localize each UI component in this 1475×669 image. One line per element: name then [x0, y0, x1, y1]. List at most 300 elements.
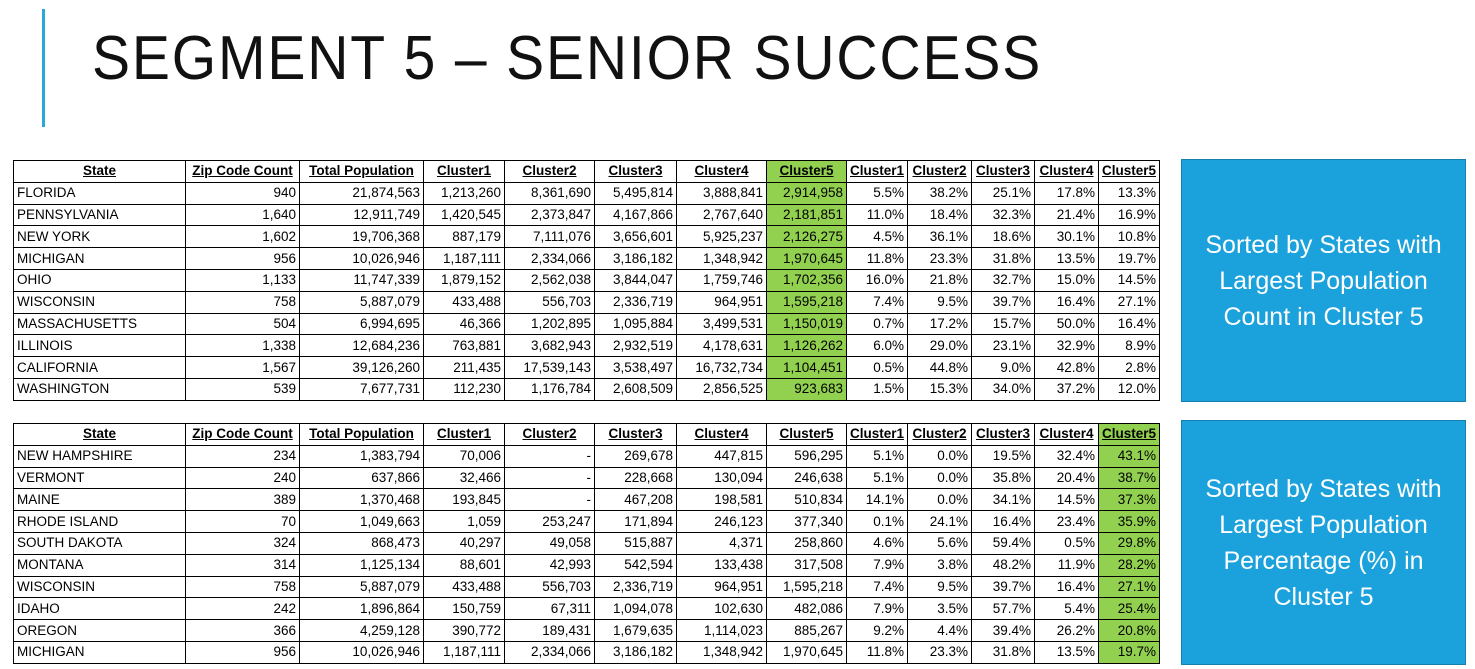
value-cell: 1,095,884	[595, 313, 677, 335]
value-cell: 43.1%	[1099, 445, 1160, 467]
value-cell: 1,133	[186, 269, 300, 291]
value-cell: 2,334,066	[505, 641, 595, 663]
value-cell: 10.8%	[1099, 226, 1160, 248]
table-row	[14, 576, 1160, 598]
value-cell: 17.8%	[1035, 182, 1099, 204]
value-cell: 1,094,078	[595, 598, 677, 620]
value-cell: 37.2%	[1035, 378, 1099, 400]
value-cell: 11.8%	[847, 248, 908, 270]
column-header: Total Population	[300, 161, 424, 183]
value-cell: 317,508	[767, 554, 847, 576]
value-cell: 31.8%	[972, 641, 1035, 663]
slide-title: SEGMENT 5 – SENIOR SUCCESS	[92, 24, 1043, 93]
value-cell: 366	[186, 620, 300, 642]
value-cell: 433,488	[424, 291, 505, 313]
value-cell: 964,951	[677, 576, 767, 598]
value-cell: 1,150,019	[767, 313, 847, 335]
value-cell: 1,879,152	[424, 269, 505, 291]
value-cell: 130,094	[677, 467, 767, 489]
value-cell: 5.1%	[847, 445, 908, 467]
column-header: Cluster1	[424, 161, 505, 183]
column-header: Cluster2	[505, 161, 595, 183]
value-cell: 324	[186, 532, 300, 554]
value-cell: 1.5%	[847, 378, 908, 400]
value-cell: 16,732,734	[677, 357, 767, 379]
value-cell: 1,202,895	[505, 313, 595, 335]
title-accent-bar	[42, 9, 45, 127]
header-row	[14, 424, 1160, 446]
value-cell: 23.3%	[908, 248, 972, 270]
value-cell: 3,186,182	[595, 641, 677, 663]
value-cell: 2,932,519	[595, 335, 677, 357]
value-cell: 8,361,690	[505, 182, 595, 204]
value-cell: 18.6%	[972, 226, 1035, 248]
value-cell: 32.7%	[972, 269, 1035, 291]
value-cell: 1,602	[186, 226, 300, 248]
value-cell: 39.7%	[972, 576, 1035, 598]
value-cell: 36.1%	[908, 226, 972, 248]
value-cell: 2.8%	[1099, 357, 1160, 379]
value-cell: 1,595,218	[767, 576, 847, 598]
value-cell: 314	[186, 554, 300, 576]
value-cell: 21.8%	[908, 269, 972, 291]
value-cell: 1,213,260	[424, 182, 505, 204]
table-row	[14, 204, 1160, 226]
value-cell: 14.5%	[1099, 269, 1160, 291]
value-cell: 34.0%	[972, 378, 1035, 400]
value-cell: 2,914,958	[767, 182, 847, 204]
value-cell: 25.4%	[1099, 598, 1160, 620]
value-cell: 11.9%	[1035, 554, 1099, 576]
value-cell: 5.5%	[847, 182, 908, 204]
state-cell: SOUTH DAKOTA	[14, 532, 186, 554]
column-header: Total Population	[300, 424, 424, 446]
value-cell: 763,881	[424, 335, 505, 357]
value-cell: 3,888,841	[677, 182, 767, 204]
value-cell: 3,844,047	[595, 269, 677, 291]
value-cell: 46,366	[424, 313, 505, 335]
value-cell: 258,860	[767, 532, 847, 554]
state-cell: VERMONT	[14, 467, 186, 489]
value-cell: 9.2%	[847, 620, 908, 642]
value-cell: 1,126,262	[767, 335, 847, 357]
value-cell: 2,373,847	[505, 204, 595, 226]
value-cell: 23.3%	[908, 641, 972, 663]
state-cell: NEW HAMPSHIRE	[14, 445, 186, 467]
value-cell: 2,562,038	[505, 269, 595, 291]
value-cell: 31.8%	[972, 248, 1035, 270]
value-cell: 16.9%	[1099, 204, 1160, 226]
value-cell: 26.2%	[1035, 620, 1099, 642]
table-row	[14, 467, 1160, 489]
value-cell: 377,340	[767, 511, 847, 533]
value-cell: 556,703	[505, 291, 595, 313]
value-cell: 23.1%	[972, 335, 1035, 357]
value-cell: 16.4%	[1035, 576, 1099, 598]
value-cell: 1,640	[186, 204, 300, 226]
value-cell: 9.5%	[908, 576, 972, 598]
value-cell: 25.1%	[972, 182, 1035, 204]
state-cell: WISCONSIN	[14, 291, 186, 313]
table-row	[14, 489, 1160, 511]
value-cell: 885,267	[767, 620, 847, 642]
value-cell: 29.8%	[1099, 532, 1160, 554]
state-cell: WASHINGTON	[14, 378, 186, 400]
column-header: Cluster5	[767, 424, 847, 446]
column-header: Cluster3	[595, 161, 677, 183]
value-cell: 11,747,339	[300, 269, 424, 291]
value-cell: 37.3%	[1099, 489, 1160, 511]
value-cell: 38.7%	[1099, 467, 1160, 489]
value-cell: 16.4%	[972, 511, 1035, 533]
state-cell: PENNSYLVANIA	[14, 204, 186, 226]
value-cell: 5,495,814	[595, 182, 677, 204]
column-header: Cluster5	[767, 161, 847, 183]
value-cell: 2,181,851	[767, 204, 847, 226]
value-cell: 5,887,079	[300, 291, 424, 313]
column-header: Cluster5	[1099, 424, 1160, 446]
value-cell: 758	[186, 576, 300, 598]
value-cell: 16.0%	[847, 269, 908, 291]
table-row	[14, 226, 1160, 248]
column-header: Zip Code Count	[186, 161, 300, 183]
table-row	[14, 291, 1160, 313]
value-cell: 48.2%	[972, 554, 1035, 576]
value-cell: 4,167,866	[595, 204, 677, 226]
value-cell: 13.5%	[1035, 248, 1099, 270]
value-cell: -	[505, 489, 595, 511]
value-cell: 20.4%	[1035, 467, 1099, 489]
column-header: Zip Code Count	[186, 424, 300, 446]
value-cell: 5.6%	[908, 532, 972, 554]
value-cell: 2,767,640	[677, 204, 767, 226]
value-cell: 253,247	[505, 511, 595, 533]
column-header: Cluster3	[972, 161, 1035, 183]
value-cell: 12.0%	[1099, 378, 1160, 400]
value-cell: 9.5%	[908, 291, 972, 313]
value-cell: 1,338	[186, 335, 300, 357]
value-cell: 12,911,749	[300, 204, 424, 226]
value-cell: 6,994,695	[300, 313, 424, 335]
value-cell: 70,006	[424, 445, 505, 467]
value-cell: 6.0%	[847, 335, 908, 357]
value-cell: 14.5%	[1035, 489, 1099, 511]
value-cell: 0.5%	[847, 357, 908, 379]
value-cell: 4.6%	[847, 532, 908, 554]
value-cell: 14.1%	[847, 489, 908, 511]
value-cell: 2,334,066	[505, 248, 595, 270]
value-cell: 1,049,663	[300, 511, 424, 533]
value-cell: 956	[186, 248, 300, 270]
value-cell: 102,630	[677, 598, 767, 620]
value-cell: 133,438	[677, 554, 767, 576]
column-header: Cluster5	[1099, 161, 1160, 183]
value-cell: 198,581	[677, 489, 767, 511]
value-cell: 0.0%	[908, 445, 972, 467]
value-cell: 1,114,023	[677, 620, 767, 642]
table-row	[14, 248, 1160, 270]
value-cell: 13.3%	[1099, 182, 1160, 204]
value-cell: 19.5%	[972, 445, 1035, 467]
value-cell: 32,466	[424, 467, 505, 489]
value-cell: 7.4%	[847, 576, 908, 598]
value-cell: 510,834	[767, 489, 847, 511]
value-cell: 1,176,784	[505, 378, 595, 400]
value-cell: 4,259,128	[300, 620, 424, 642]
value-cell: 70	[186, 511, 300, 533]
value-cell: 34.1%	[972, 489, 1035, 511]
value-cell: 433,488	[424, 576, 505, 598]
value-cell: 7.9%	[847, 554, 908, 576]
value-cell: -	[505, 445, 595, 467]
value-cell: 1,702,356	[767, 269, 847, 291]
table-row	[14, 445, 1160, 467]
column-header: Cluster1	[847, 161, 908, 183]
table-row	[14, 378, 1160, 400]
value-cell: 44.8%	[908, 357, 972, 379]
table-row	[14, 357, 1160, 379]
value-cell: 242	[186, 598, 300, 620]
value-cell: 2,856,525	[677, 378, 767, 400]
value-cell: 940	[186, 182, 300, 204]
value-cell: 5,925,237	[677, 226, 767, 248]
value-cell: 150,759	[424, 598, 505, 620]
value-cell: 19.7%	[1099, 641, 1160, 663]
value-cell: 17.2%	[908, 313, 972, 335]
column-header: Cluster4	[1035, 161, 1099, 183]
value-cell: 1,567	[186, 357, 300, 379]
value-cell: 38.2%	[908, 182, 972, 204]
value-cell: 21,874,563	[300, 182, 424, 204]
value-cell: 7,111,076	[505, 226, 595, 248]
value-cell: 542,594	[595, 554, 677, 576]
value-cell: 18.4%	[908, 204, 972, 226]
value-cell: 0.1%	[847, 511, 908, 533]
value-cell: 2,336,719	[595, 576, 677, 598]
value-cell: 1,348,942	[677, 248, 767, 270]
value-cell: 50.0%	[1035, 313, 1099, 335]
value-cell: 539	[186, 378, 300, 400]
value-cell: 1,187,111	[424, 248, 505, 270]
value-cell: 193,845	[424, 489, 505, 511]
value-cell: 3.5%	[908, 598, 972, 620]
value-cell: 596,295	[767, 445, 847, 467]
value-cell: 39,126,260	[300, 357, 424, 379]
value-cell: 1,104,451	[767, 357, 847, 379]
value-cell: 2,608,509	[595, 378, 677, 400]
column-header: Cluster4	[677, 161, 767, 183]
value-cell: 482,086	[767, 598, 847, 620]
column-header: Cluster4	[1035, 424, 1099, 446]
value-cell: 30.1%	[1035, 226, 1099, 248]
value-cell: 10,026,946	[300, 248, 424, 270]
value-cell: 3.8%	[908, 554, 972, 576]
value-cell: 1,970,645	[767, 248, 847, 270]
value-cell: 40,297	[424, 532, 505, 554]
value-cell: 1,383,794	[300, 445, 424, 467]
column-header: Cluster2	[505, 424, 595, 446]
table-row	[14, 511, 1160, 533]
table-row	[14, 532, 1160, 554]
table-row	[14, 554, 1160, 576]
value-cell: 4,371	[677, 532, 767, 554]
state-cell: WISCONSIN	[14, 576, 186, 598]
value-cell: 8.9%	[1099, 335, 1160, 357]
value-cell: 887,179	[424, 226, 505, 248]
value-cell: 171,894	[595, 511, 677, 533]
table-row	[14, 313, 1160, 335]
value-cell: 467,208	[595, 489, 677, 511]
value-cell: 3,499,531	[677, 313, 767, 335]
value-cell: 1,595,218	[767, 291, 847, 313]
state-cell: OREGON	[14, 620, 186, 642]
value-cell: 956	[186, 641, 300, 663]
state-cell: RHODE ISLAND	[14, 511, 186, 533]
value-cell: 28.2%	[1099, 554, 1160, 576]
state-cell: OHIO	[14, 269, 186, 291]
value-cell: 112,230	[424, 378, 505, 400]
table-row	[14, 641, 1160, 663]
header-row	[14, 161, 1160, 183]
value-cell: 42,993	[505, 554, 595, 576]
state-cell: MONTANA	[14, 554, 186, 576]
value-cell: 32.4%	[1035, 445, 1099, 467]
column-header: State	[14, 161, 186, 183]
value-cell: 17,539,143	[505, 357, 595, 379]
value-cell: 5.1%	[847, 467, 908, 489]
value-cell: 0.0%	[908, 489, 972, 511]
value-cell: 7.4%	[847, 291, 908, 313]
value-cell: 269,678	[595, 445, 677, 467]
sort-note-text: Sorted by States with Largest Population Percentage (%) in Cluster 5	[1205, 474, 1442, 611]
value-cell: 59.4%	[972, 532, 1035, 554]
value-cell: 868,473	[300, 532, 424, 554]
column-header: Cluster4	[677, 424, 767, 446]
value-cell: 234	[186, 445, 300, 467]
value-cell: 4,178,631	[677, 335, 767, 357]
column-header: Cluster1	[847, 424, 908, 446]
state-cell: NEW YORK	[14, 226, 186, 248]
value-cell: 15.0%	[1035, 269, 1099, 291]
value-cell: 0.5%	[1035, 532, 1099, 554]
population-percentage-table	[13, 423, 1160, 664]
value-cell: 1,370,468	[300, 489, 424, 511]
value-cell: 0.7%	[847, 313, 908, 335]
value-cell: 2,126,275	[767, 226, 847, 248]
value-cell: 23.4%	[1035, 511, 1099, 533]
state-cell: CALIFORNIA	[14, 357, 186, 379]
value-cell: 5,887,079	[300, 576, 424, 598]
sort-note-text: Sorted by States with Largest Population Count in Cluster 5	[1205, 230, 1442, 331]
sort-note-count	[1181, 159, 1466, 402]
value-cell: 3,186,182	[595, 248, 677, 270]
value-cell: 390,772	[424, 620, 505, 642]
value-cell: 49,058	[505, 532, 595, 554]
value-cell: 228,668	[595, 467, 677, 489]
state-cell: MICHIGAN	[14, 248, 186, 270]
value-cell: 10,026,946	[300, 641, 424, 663]
value-cell: 211,435	[424, 357, 505, 379]
value-cell: 21.4%	[1035, 204, 1099, 226]
value-cell: 3,656,601	[595, 226, 677, 248]
value-cell: 189,431	[505, 620, 595, 642]
state-cell: IDAHO	[14, 598, 186, 620]
population-count-table	[13, 160, 1160, 401]
value-cell: 1,125,134	[300, 554, 424, 576]
state-cell: MICHIGAN	[14, 641, 186, 663]
value-cell: 0.0%	[908, 467, 972, 489]
value-cell: 24.1%	[908, 511, 972, 533]
value-cell: 246,638	[767, 467, 847, 489]
value-cell: 19,706,368	[300, 226, 424, 248]
value-cell: 7.9%	[847, 598, 908, 620]
value-cell: 1,059	[424, 511, 505, 533]
state-cell: FLORIDA	[14, 182, 186, 204]
value-cell: 7,677,731	[300, 378, 424, 400]
value-cell: 20.8%	[1099, 620, 1160, 642]
value-cell: 556,703	[505, 576, 595, 598]
value-cell: 32.3%	[972, 204, 1035, 226]
value-cell: 515,887	[595, 532, 677, 554]
table-row	[14, 620, 1160, 642]
value-cell: 5.4%	[1035, 598, 1099, 620]
column-header: Cluster3	[595, 424, 677, 446]
value-cell: 758	[186, 291, 300, 313]
table-row	[14, 335, 1160, 357]
value-cell: 240	[186, 467, 300, 489]
value-cell: 19.7%	[1099, 248, 1160, 270]
table-row	[14, 269, 1160, 291]
value-cell: 29.0%	[908, 335, 972, 357]
state-cell: ILLINOIS	[14, 335, 186, 357]
value-cell: 1,420,545	[424, 204, 505, 226]
value-cell: 15.3%	[908, 378, 972, 400]
value-cell: 35.8%	[972, 467, 1035, 489]
value-cell: 4.5%	[847, 226, 908, 248]
value-cell: 1,970,645	[767, 641, 847, 663]
value-cell: 57.7%	[972, 598, 1035, 620]
value-cell: 88,601	[424, 554, 505, 576]
table-row	[14, 182, 1160, 204]
value-cell: 11.8%	[847, 641, 908, 663]
value-cell: 1,759,746	[677, 269, 767, 291]
value-cell: 12,684,236	[300, 335, 424, 357]
value-cell: 16.4%	[1099, 313, 1160, 335]
column-header: Cluster2	[908, 424, 972, 446]
state-cell: MASSACHUSETTS	[14, 313, 186, 335]
value-cell: 389	[186, 489, 300, 511]
value-cell: 2,336,719	[595, 291, 677, 313]
value-cell: 16.4%	[1035, 291, 1099, 313]
value-cell: 1,348,942	[677, 641, 767, 663]
value-cell: 964,951	[677, 291, 767, 313]
state-cell: MAINE	[14, 489, 186, 511]
value-cell: 1,679,635	[595, 620, 677, 642]
value-cell: 923,683	[767, 378, 847, 400]
value-cell: 504	[186, 313, 300, 335]
value-cell: 27.1%	[1099, 576, 1160, 598]
value-cell: 15.7%	[972, 313, 1035, 335]
value-cell: 39.4%	[972, 620, 1035, 642]
value-cell: 32.9%	[1035, 335, 1099, 357]
value-cell: 13.5%	[1035, 641, 1099, 663]
sort-note-percentage	[1181, 420, 1466, 665]
value-cell: 637,866	[300, 467, 424, 489]
value-cell: 447,815	[677, 445, 767, 467]
value-cell: 67,311	[505, 598, 595, 620]
column-header: Cluster1	[424, 424, 505, 446]
value-cell: 35.9%	[1099, 511, 1160, 533]
